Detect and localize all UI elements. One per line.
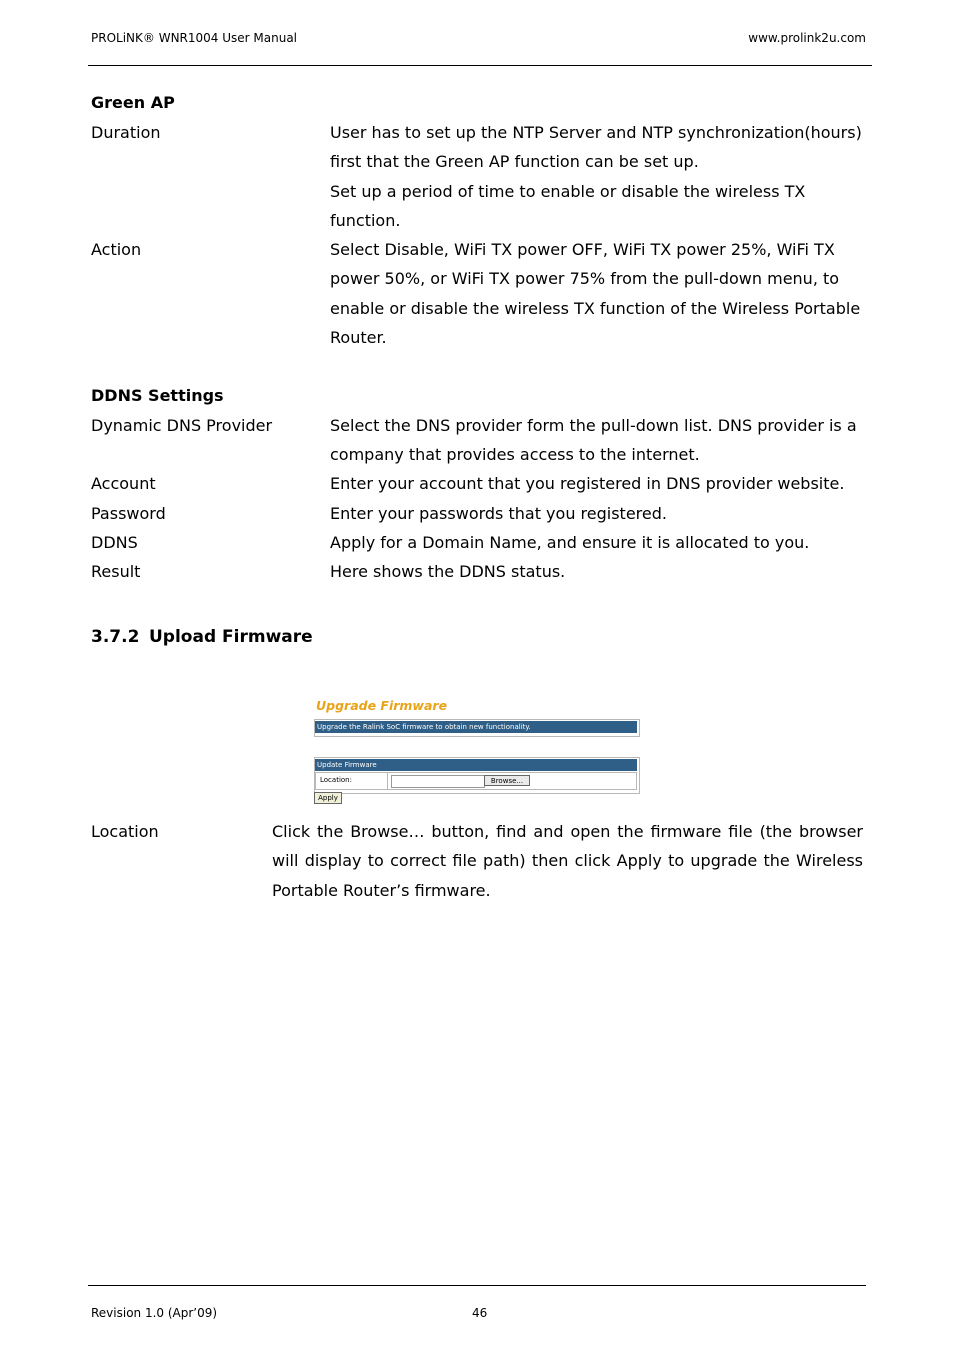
section-title: Upload Firmware bbox=[149, 627, 313, 647]
info-bar: Upgrade the Ralink SoC firmware to obtain new functionality. bbox=[315, 721, 637, 733]
ddns-account-desc: Enter your account that you registered in DNS provider website. bbox=[330, 474, 845, 493]
location-term: Location bbox=[91, 822, 159, 841]
ddns-domain-desc: Apply for a Domain Name, and ensure it is allocated to you. bbox=[330, 533, 810, 552]
duration-desc bbox=[330, 118, 866, 235]
action-desc: Select Disable, WiFi TX power OFF, WiFi TX power 25%, WiFi TX power 50%, or WiFi TX power 75% from the pull-down menu, to enable or disable the wireless TX function of the Wireless Portable Router. bbox=[330, 240, 861, 347]
duration-desc-line1: User has to set up the NTP Server and NTP synchronization(hours) first that the Green AP function can be set up. bbox=[330, 123, 862, 172]
header-manual-title: PROLiNK® WNR1004 User Manual bbox=[91, 31, 298, 45]
location-row bbox=[315, 772, 637, 790]
browse-button[interactable]: Browse... bbox=[484, 775, 530, 786]
ddns-account-term: Account bbox=[91, 474, 156, 493]
row-divider bbox=[387, 773, 388, 789]
duration-term: Duration bbox=[91, 123, 161, 142]
ddns-provider-desc: Select the DNS provider form the pull-down list. DNS provider is a company that provides access to the internet. bbox=[330, 416, 857, 465]
section-number: 3.7.2 bbox=[91, 627, 140, 647]
duration-desc-line2: Set up a period of time to enable or disable the wireless TX function. bbox=[330, 181, 806, 230]
ddns-result-desc: Here shows the DDNS status. bbox=[330, 562, 566, 581]
update-bar: Update Firmware bbox=[315, 759, 637, 771]
ddns-password-desc: Enter your passwords that you registered. bbox=[330, 504, 667, 523]
page-number: 46 bbox=[472, 1306, 488, 1320]
ddns-domain-term: DDNS bbox=[91, 533, 138, 552]
footer-rule bbox=[88, 1285, 866, 1286]
upgrade-firmware-screenshot bbox=[313, 696, 641, 808]
green-ap-heading: Green AP bbox=[91, 93, 175, 112]
location-label: Location: bbox=[320, 776, 352, 784]
upload-firmware-heading bbox=[91, 627, 313, 647]
location-desc: Click the Browse… button, find and open the firmware file (the browser will display to correct file path) then click Apply to upgrade the Wireless Portable Router’s firmware. bbox=[272, 822, 863, 900]
file-path-input[interactable] bbox=[391, 775, 485, 788]
apply-button[interactable]: Apply bbox=[314, 792, 342, 804]
ddns-result-term: Result bbox=[91, 562, 141, 581]
header-website: www.prolink2u.com bbox=[748, 31, 866, 45]
ddns-provider-term: Dynamic DNS Provider bbox=[91, 416, 273, 435]
ddns-password-term: Password bbox=[91, 504, 166, 523]
ddns-heading: DDNS Settings bbox=[91, 386, 224, 405]
header-rule bbox=[88, 65, 872, 66]
action-term: Action bbox=[91, 240, 142, 259]
screenshot-title: Upgrade Firmware bbox=[316, 698, 448, 713]
footer-revision: Revision 1.0 (Apr’09) bbox=[91, 1306, 218, 1320]
